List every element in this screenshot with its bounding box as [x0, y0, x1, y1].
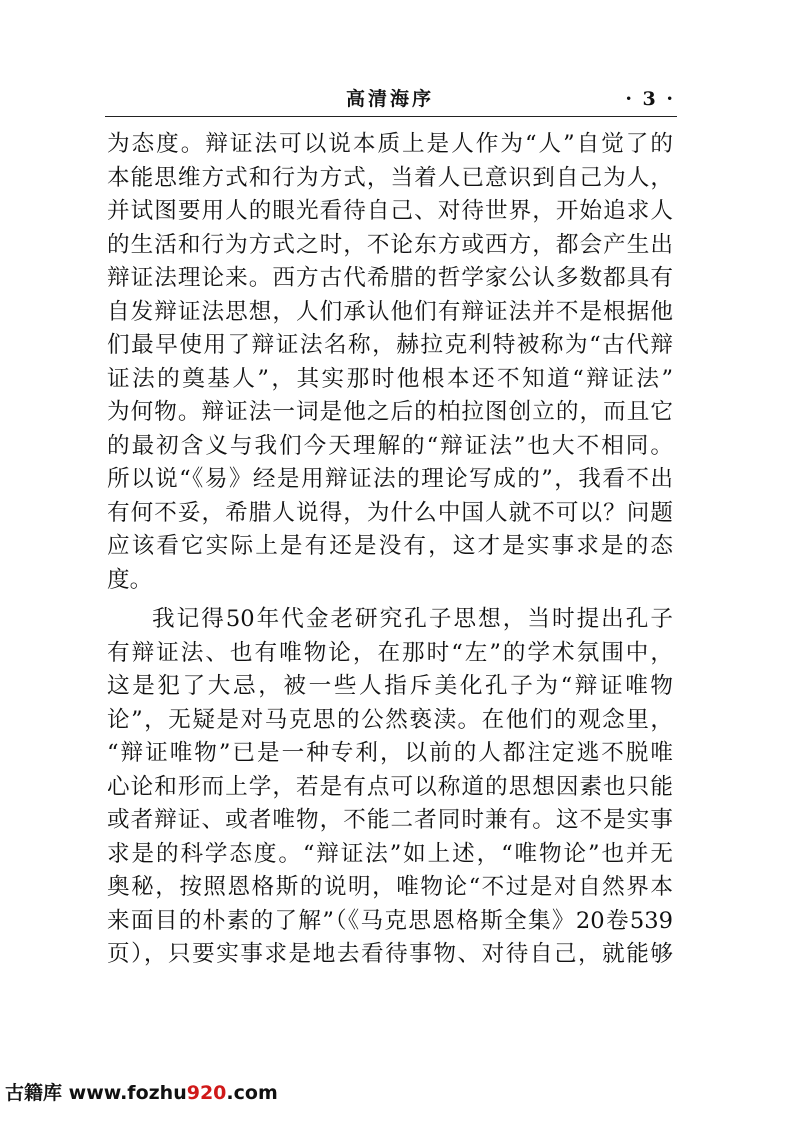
watermark-footer: [5, 1080, 278, 1106]
text-line: 我记得50年代金老研究孔子思想，当时提出孔子: [152, 606, 673, 632]
url-number: 920: [186, 1082, 227, 1104]
header-title: 高清海序: [345, 88, 434, 110]
text-line: 心论和形而上学，若是有点可以称道的思想因素也只能: [107, 773, 673, 800]
text-line: 为态度。辩证法可以说本质上是人作为“人”自觉了的: [107, 131, 673, 157]
text-line: 页），只要实事求是地去看待事物、对待自己，就能够: [107, 941, 673, 967]
site-url[interactable]: [69, 1082, 278, 1104]
text-line: 的生活和行为方式之时，不论东方或西方，都会产生出: [107, 231, 673, 258]
text-line: 应该看它实际上是有还是没有，这才是实事求是的态: [107, 533, 673, 559]
text-line: 论”，无疑是对马克思的公然亵渎。在他们的观念里，: [107, 706, 673, 733]
body-text: [107, 128, 673, 972]
text-line: 奥秘，按照恩格斯的说明，唯物论“不过是对自然界本: [107, 874, 673, 900]
text-line: 所以说“《易》经是用辩证法的理论写成的”，我看不出: [107, 466, 673, 492]
text-line: 辩证法理论来。西方古代希腊的哲学家公认多数都具有: [107, 265, 673, 291]
running-header: [105, 86, 675, 114]
text-line: 或者辩证、或者唯物，不能二者同时兼有。这不是实事: [107, 807, 673, 833]
text-line: 们最早使用了辩证法名称，赫拉克利特被称为“古代辩: [107, 332, 673, 358]
paragraph-2: [107, 603, 673, 972]
text-line: 自发辩证法思想，人们承认他们有辩证法并不是根据他: [107, 298, 673, 325]
text-line: 本能思维方式和行为方式，当着人已意识到自己为人，: [107, 164, 673, 191]
header-divider: [105, 116, 677, 117]
text-line: 度。: [107, 566, 153, 593]
text-line: 并试图要用人的眼光看待自己、对待世界，开始追求人: [107, 198, 673, 224]
text-line: 为何物。辩证法一词是他之后的柏拉图创立的，而且它: [107, 399, 673, 425]
site-name: 古籍库: [5, 1082, 63, 1104]
url-prefix: www.fozhu: [68, 1082, 187, 1104]
paragraph-1: [107, 128, 673, 597]
text-line: “辩证唯物”已是一种专利，以前的人都注定逃不脱唯: [107, 740, 673, 766]
text-line: 的最初含义与我们今天理解的“辩证法”也大不相同。: [107, 432, 673, 459]
text-line: 有辩证法、也有唯物论，在那时“左”的学术氛围中，: [107, 639, 673, 666]
text-line: 来面目的朴素的了解”（《马克思恩格斯全集》20卷539: [107, 907, 673, 934]
text-line: 这是犯了大忌，被一些人指斥美化孔子为“辩证唯物: [107, 673, 673, 699]
text-line: 有何不妥，希腊人说得，为什么中国人就不可以？问题: [107, 499, 673, 526]
text-line: 求是的科学态度。“辩证法”如上述，“唯物论”也并无: [107, 840, 673, 867]
url-suffix: .com: [226, 1082, 278, 1104]
page-number: · 3 ·: [625, 88, 675, 110]
text-line: 证法的奠基人”，其实那时他根本还不知道“辩证法”: [107, 365, 673, 392]
